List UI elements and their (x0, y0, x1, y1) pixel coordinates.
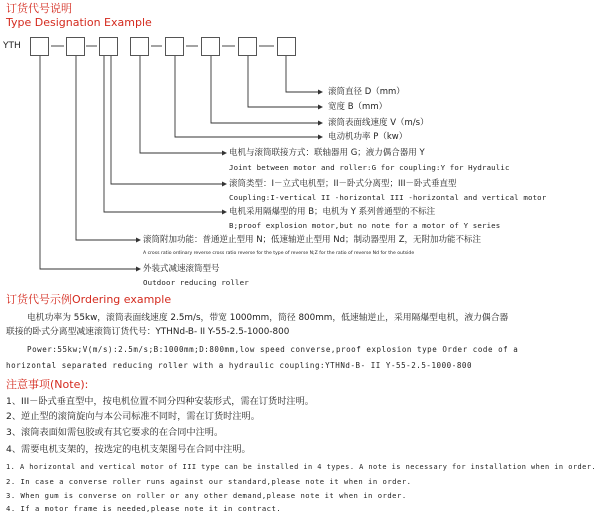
example-line-en-1: Power:55kw;V(m/s):2.5m/s;B:1000mm;D:800mm,low speed converse,proof explosion type Order code of a (27, 345, 519, 354)
label-extra-function-cn: 滚筒附加功能：普通逆止型用 N；低速轴逆止型用 Nd；制动器型用 Z，无附加功能不标注 (143, 235, 482, 245)
example-line-en-2: horizontal separated reducing roller with a hydraulic coupling:YTHNd-B- II Y-55-2.5-1000-800 (6, 361, 473, 370)
note-cn-1: 1、III－卧式垂直型中，按电机位置不同分四种安装形式，需在订货时注明。 (6, 396, 314, 407)
ordering-example-title (6, 293, 171, 306)
notes-title (6, 378, 88, 391)
label-surface-speed: 滚筒表面线速度 V（m/s） (328, 118, 429, 128)
label-motor-series-en: B;proof explosion motor,but no note for a motor of Y series (229, 221, 501, 230)
example-line-cn-2: 联接的卧式分离型减速滚筒订货代号：YTHNd-B- II Y-55-2.5-1000-800 (6, 327, 290, 337)
ordering-example-title-en: Ordering example (72, 293, 172, 306)
note-cn-2: 2、逆止型的滚筒旋向与本公司标准不同时，需在订货时注明。 (6, 411, 260, 422)
label-joint-type-cn: 电机与滚筒联接方式：联轴器用 G；液力偶合器用 Y (229, 148, 425, 158)
label-roller-type-cn: 滚筒类型：I－立式电机型；II－卧式分离型；III－卧式垂直型 (229, 179, 457, 189)
note-en-4: 4. If a motor frame is needed,please note it in contract. (6, 504, 282, 513)
label-extra-function-en: A cross ratio ordinary reverse cross ratio reverse for the type of reverse N;Z for the ratio of reverse Nd for the outside (143, 251, 415, 256)
note-en-3: 3. When gum is converse on roller or any other demand,please note it when in order. (6, 491, 407, 500)
type-prefix: YTH (3, 41, 21, 51)
label-model-cn: 外装式减速滚筒型号 (143, 264, 220, 274)
label-joint-type-en: Joint between motor and roller:G for coupling:Y for Hydraulic (229, 163, 510, 172)
note-en-2: 2. In case a converse roller runs against our standard,please note it when in order. (6, 477, 412, 486)
label-model-en: Outdoor reducing roller (143, 278, 249, 287)
note-cn-4: 4、需要电机支架的，按选定的电机支架图号在合同中注明。 (6, 444, 251, 455)
section-title-en: Type Designation Example (6, 16, 152, 29)
notes-title-cn: 注意事项 (6, 378, 50, 391)
ordering-example-title-cn: 订货代号示例 (6, 293, 72, 306)
label-width: 宽度 B（mm） (328, 102, 388, 112)
label-roller-type-en: Coupling:I-vertical II -horizontal III -horizontal and vertical motor (229, 193, 547, 202)
note-en-1: 1. A horizontal and vertical motor of III type can be installed in 4 types. A note is necessary for installation when in order. (6, 462, 597, 471)
note-cn-3: 3、滚筒表面如需包胶或有其它要求的在合同中注明。 (6, 427, 224, 438)
section-title-cn: 订货代号说明 (6, 2, 72, 15)
label-roller-diameter: 滚筒直径 D（mm） (328, 87, 405, 97)
example-line-cn-1: 电机功率为 55kw，滚筒表面线速度 2.5m/s，带宽 1000mm，筒径 800mm，低速轴逆止，采用隔爆型电机，液力偶合器 (27, 313, 509, 323)
label-motor-power: 电动机功率 P（kw） (328, 132, 408, 142)
label-motor-series-cn: 电机采用隔爆型的用 B；电机为 Y 系列普通型的不标注 (229, 207, 436, 217)
notes-title-en: (Note): (50, 378, 89, 391)
